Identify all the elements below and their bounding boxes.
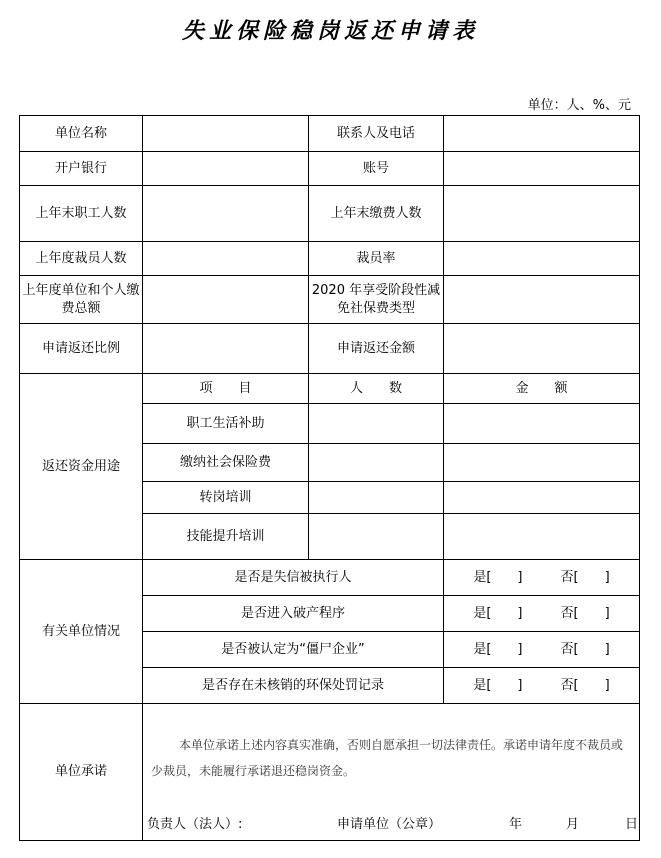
usage-count-field[interactable] bbox=[309, 404, 444, 444]
contact-field[interactable] bbox=[444, 116, 640, 152]
yes-checkbox[interactable]: 是[ ] bbox=[473, 569, 523, 585]
usage-amount-field[interactable] bbox=[444, 404, 640, 444]
row-company bbox=[20, 116, 640, 152]
status-row bbox=[20, 560, 640, 596]
return-ratio-field[interactable] bbox=[143, 324, 309, 374]
usage-count-field[interactable] bbox=[309, 482, 444, 514]
layoff-count-field[interactable] bbox=[143, 242, 309, 276]
status-question: 是否被认定为“僵尸企业” bbox=[143, 632, 444, 668]
no-checkbox[interactable]: 否[ ] bbox=[560, 677, 610, 693]
company-name-label: 单位名称 bbox=[20, 116, 143, 152]
year-label: 年 bbox=[509, 817, 523, 832]
account-field[interactable] bbox=[444, 152, 640, 186]
row-staff bbox=[20, 186, 640, 242]
insured-count-field[interactable] bbox=[444, 186, 640, 242]
reduction-type-label: 2020 年享受阶段性减免社保费类型 bbox=[309, 276, 444, 324]
total-payment-label: 上年度单位和个人缴费总额 bbox=[20, 276, 143, 324]
applicant-seal-label: 申请单位（公章） bbox=[337, 817, 442, 832]
row-layoff bbox=[20, 242, 640, 276]
usage-col-count: 人 数 bbox=[309, 374, 444, 404]
bank-label: 开户银行 bbox=[20, 152, 143, 186]
usage-item-label: 转岗培训 bbox=[143, 482, 309, 514]
usage-amount-field[interactable] bbox=[444, 444, 640, 482]
pledge-text: 本单位承诺上述内容真实准确，否则自愿承担一切法律责任。承诺申请年度不裁员或少裁员，未能履行承诺退还稳岗资金。 bbox=[151, 738, 624, 778]
usage-header-row bbox=[20, 374, 640, 404]
usage-col-amount: 金 额 bbox=[444, 374, 640, 404]
status-question: 是否存在未核销的环保处罚记录 bbox=[143, 668, 444, 704]
row-return bbox=[20, 324, 640, 374]
yes-checkbox[interactable]: 是[ ] bbox=[473, 677, 523, 693]
status-answer bbox=[444, 560, 640, 596]
day-label: 日 bbox=[625, 817, 639, 832]
usage-item-label: 职工生活补助 bbox=[143, 404, 309, 444]
no-checkbox[interactable]: 否[ ] bbox=[560, 641, 610, 657]
usage-count-field[interactable] bbox=[309, 444, 444, 482]
status-answer bbox=[444, 632, 640, 668]
yes-checkbox[interactable]: 是[ ] bbox=[473, 641, 523, 657]
row-bank bbox=[20, 152, 640, 186]
usage-item-label: 技能提升培训 bbox=[143, 514, 309, 560]
reduction-type-field[interactable] bbox=[444, 276, 640, 324]
layoff-count-label: 上年度裁员人数 bbox=[20, 242, 143, 276]
no-checkbox[interactable]: 否[ ] bbox=[560, 569, 610, 585]
usage-count-field[interactable] bbox=[309, 514, 444, 560]
status-question: 是否进入破产程序 bbox=[143, 596, 444, 632]
row-payment bbox=[20, 276, 640, 324]
contact-label: 联系人及电话 bbox=[309, 116, 444, 152]
total-payment-field[interactable] bbox=[143, 276, 309, 324]
responsible-label: 负责人（法人）: bbox=[147, 817, 243, 832]
usage-section-label: 返还资金用途 bbox=[20, 374, 143, 560]
bank-field[interactable] bbox=[143, 152, 309, 186]
layoff-rate-label: 裁员率 bbox=[309, 242, 444, 276]
pledge-row bbox=[20, 704, 640, 841]
company-name-field[interactable] bbox=[143, 116, 309, 152]
yes-checkbox[interactable]: 是[ ] bbox=[473, 605, 523, 621]
form-title: 失业保险稳岗返还申请表 bbox=[181, 18, 479, 44]
pledge-cell bbox=[143, 704, 640, 841]
no-checkbox[interactable]: 否[ ] bbox=[560, 605, 610, 621]
month-label: 月 bbox=[566, 817, 580, 832]
return-amount-label: 申请返还金额 bbox=[309, 324, 444, 374]
status-answer bbox=[444, 596, 640, 632]
account-label: 账号 bbox=[309, 152, 444, 186]
usage-amount-field[interactable] bbox=[444, 482, 640, 514]
application-form-table bbox=[19, 115, 640, 841]
status-answer bbox=[444, 668, 640, 704]
unit-note: 单位：人、%、元 bbox=[527, 98, 631, 113]
insured-count-label: 上年末缴费人数 bbox=[309, 186, 444, 242]
usage-amount-field[interactable] bbox=[444, 514, 640, 560]
usage-item-label: 缴纳社会保险费 bbox=[143, 444, 309, 482]
layoff-rate-field[interactable] bbox=[444, 242, 640, 276]
pledge-section-label: 单位承诺 bbox=[20, 704, 143, 841]
staff-count-label: 上年末职工人数 bbox=[20, 186, 143, 242]
return-ratio-label: 申请返还比例 bbox=[20, 324, 143, 374]
return-amount-field[interactable] bbox=[444, 324, 640, 374]
usage-col-item: 项 目 bbox=[143, 374, 309, 404]
staff-count-field[interactable] bbox=[143, 186, 309, 242]
status-question: 是否是失信被执行人 bbox=[143, 560, 444, 596]
status-section-label: 有关单位情况 bbox=[20, 560, 143, 704]
